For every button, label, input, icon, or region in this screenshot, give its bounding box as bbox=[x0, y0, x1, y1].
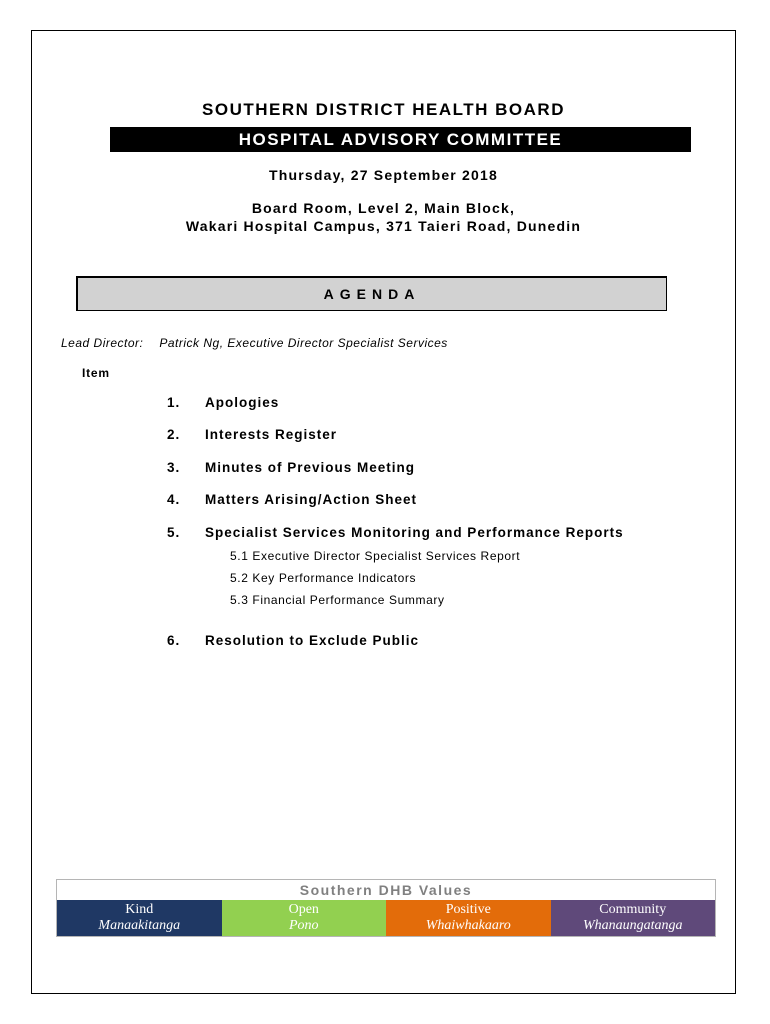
item-title: Specialist Services Monitoring and Performance Reports bbox=[205, 525, 624, 540]
value-english: Kind bbox=[125, 902, 154, 917]
item-number: 5. bbox=[167, 525, 181, 540]
organisation-title: SOUTHERN DISTRICT HEALTH BOARD bbox=[202, 100, 565, 119]
agenda-item-4 bbox=[167, 492, 417, 507]
lead-director-name: Patrick Ng, Executive Director Specialist Services bbox=[159, 336, 448, 350]
venue-line-2: Wakari Hospital Campus, 371 Taieri Road, Dunedin bbox=[185, 218, 582, 234]
meeting-date: Thursday, 27 September 2018 bbox=[268, 167, 498, 183]
item-number: 1. bbox=[167, 395, 181, 410]
agenda-item-2 bbox=[167, 427, 337, 442]
value-english: Positive bbox=[445, 902, 491, 917]
item-number: 6. bbox=[167, 633, 181, 648]
item-column-header: Item bbox=[82, 366, 110, 380]
agenda-subitem-5-1: 5.1 Executive Director Specialist Services Report bbox=[230, 549, 521, 563]
value-english: Open bbox=[288, 902, 319, 917]
value-kind bbox=[57, 900, 222, 936]
values-footer bbox=[56, 879, 716, 937]
value-community bbox=[551, 900, 716, 936]
value-maori: Whanaungatanga bbox=[582, 918, 683, 933]
item-title: Resolution to Exclude Public bbox=[205, 633, 420, 648]
lead-director-label: Lead Director: bbox=[61, 336, 144, 350]
value-open bbox=[222, 900, 387, 936]
agenda-subitem-5-2: 5.2 Key Performance Indicators bbox=[230, 571, 417, 585]
agenda-item-6 bbox=[167, 633, 419, 648]
values-title: Southern DHB Values bbox=[299, 882, 473, 898]
value-positive bbox=[386, 900, 551, 936]
value-maori: Manaakitanga bbox=[98, 918, 181, 933]
committee-banner: HOSPITAL ADVISORY COMMITTEE bbox=[110, 127, 691, 152]
agenda-item-3 bbox=[167, 460, 415, 475]
agenda-item-1 bbox=[167, 395, 279, 410]
agenda-item-5 bbox=[167, 525, 624, 540]
item-number: 4. bbox=[167, 492, 181, 507]
value-english: Community bbox=[599, 902, 667, 917]
item-number: 2. bbox=[167, 427, 181, 442]
document-page bbox=[31, 30, 736, 994]
values-row bbox=[57, 900, 715, 936]
value-maori: Whaiwhakaaro bbox=[425, 918, 511, 933]
venue-line-1: Board Room, Level 2, Main Block, bbox=[251, 200, 516, 216]
agenda-subitem-5-3: 5.3 Financial Performance Summary bbox=[230, 593, 445, 607]
item-number: 3. bbox=[167, 460, 181, 475]
item-title: Matters Arising/Action Sheet bbox=[205, 492, 418, 507]
value-maori: Pono bbox=[288, 918, 319, 933]
agenda-heading: AGENDA bbox=[76, 276, 667, 311]
item-title: Apologies bbox=[205, 395, 280, 410]
lead-director bbox=[61, 336, 448, 350]
item-title: Minutes of Previous Meeting bbox=[205, 460, 416, 475]
item-title: Interests Register bbox=[205, 427, 338, 442]
